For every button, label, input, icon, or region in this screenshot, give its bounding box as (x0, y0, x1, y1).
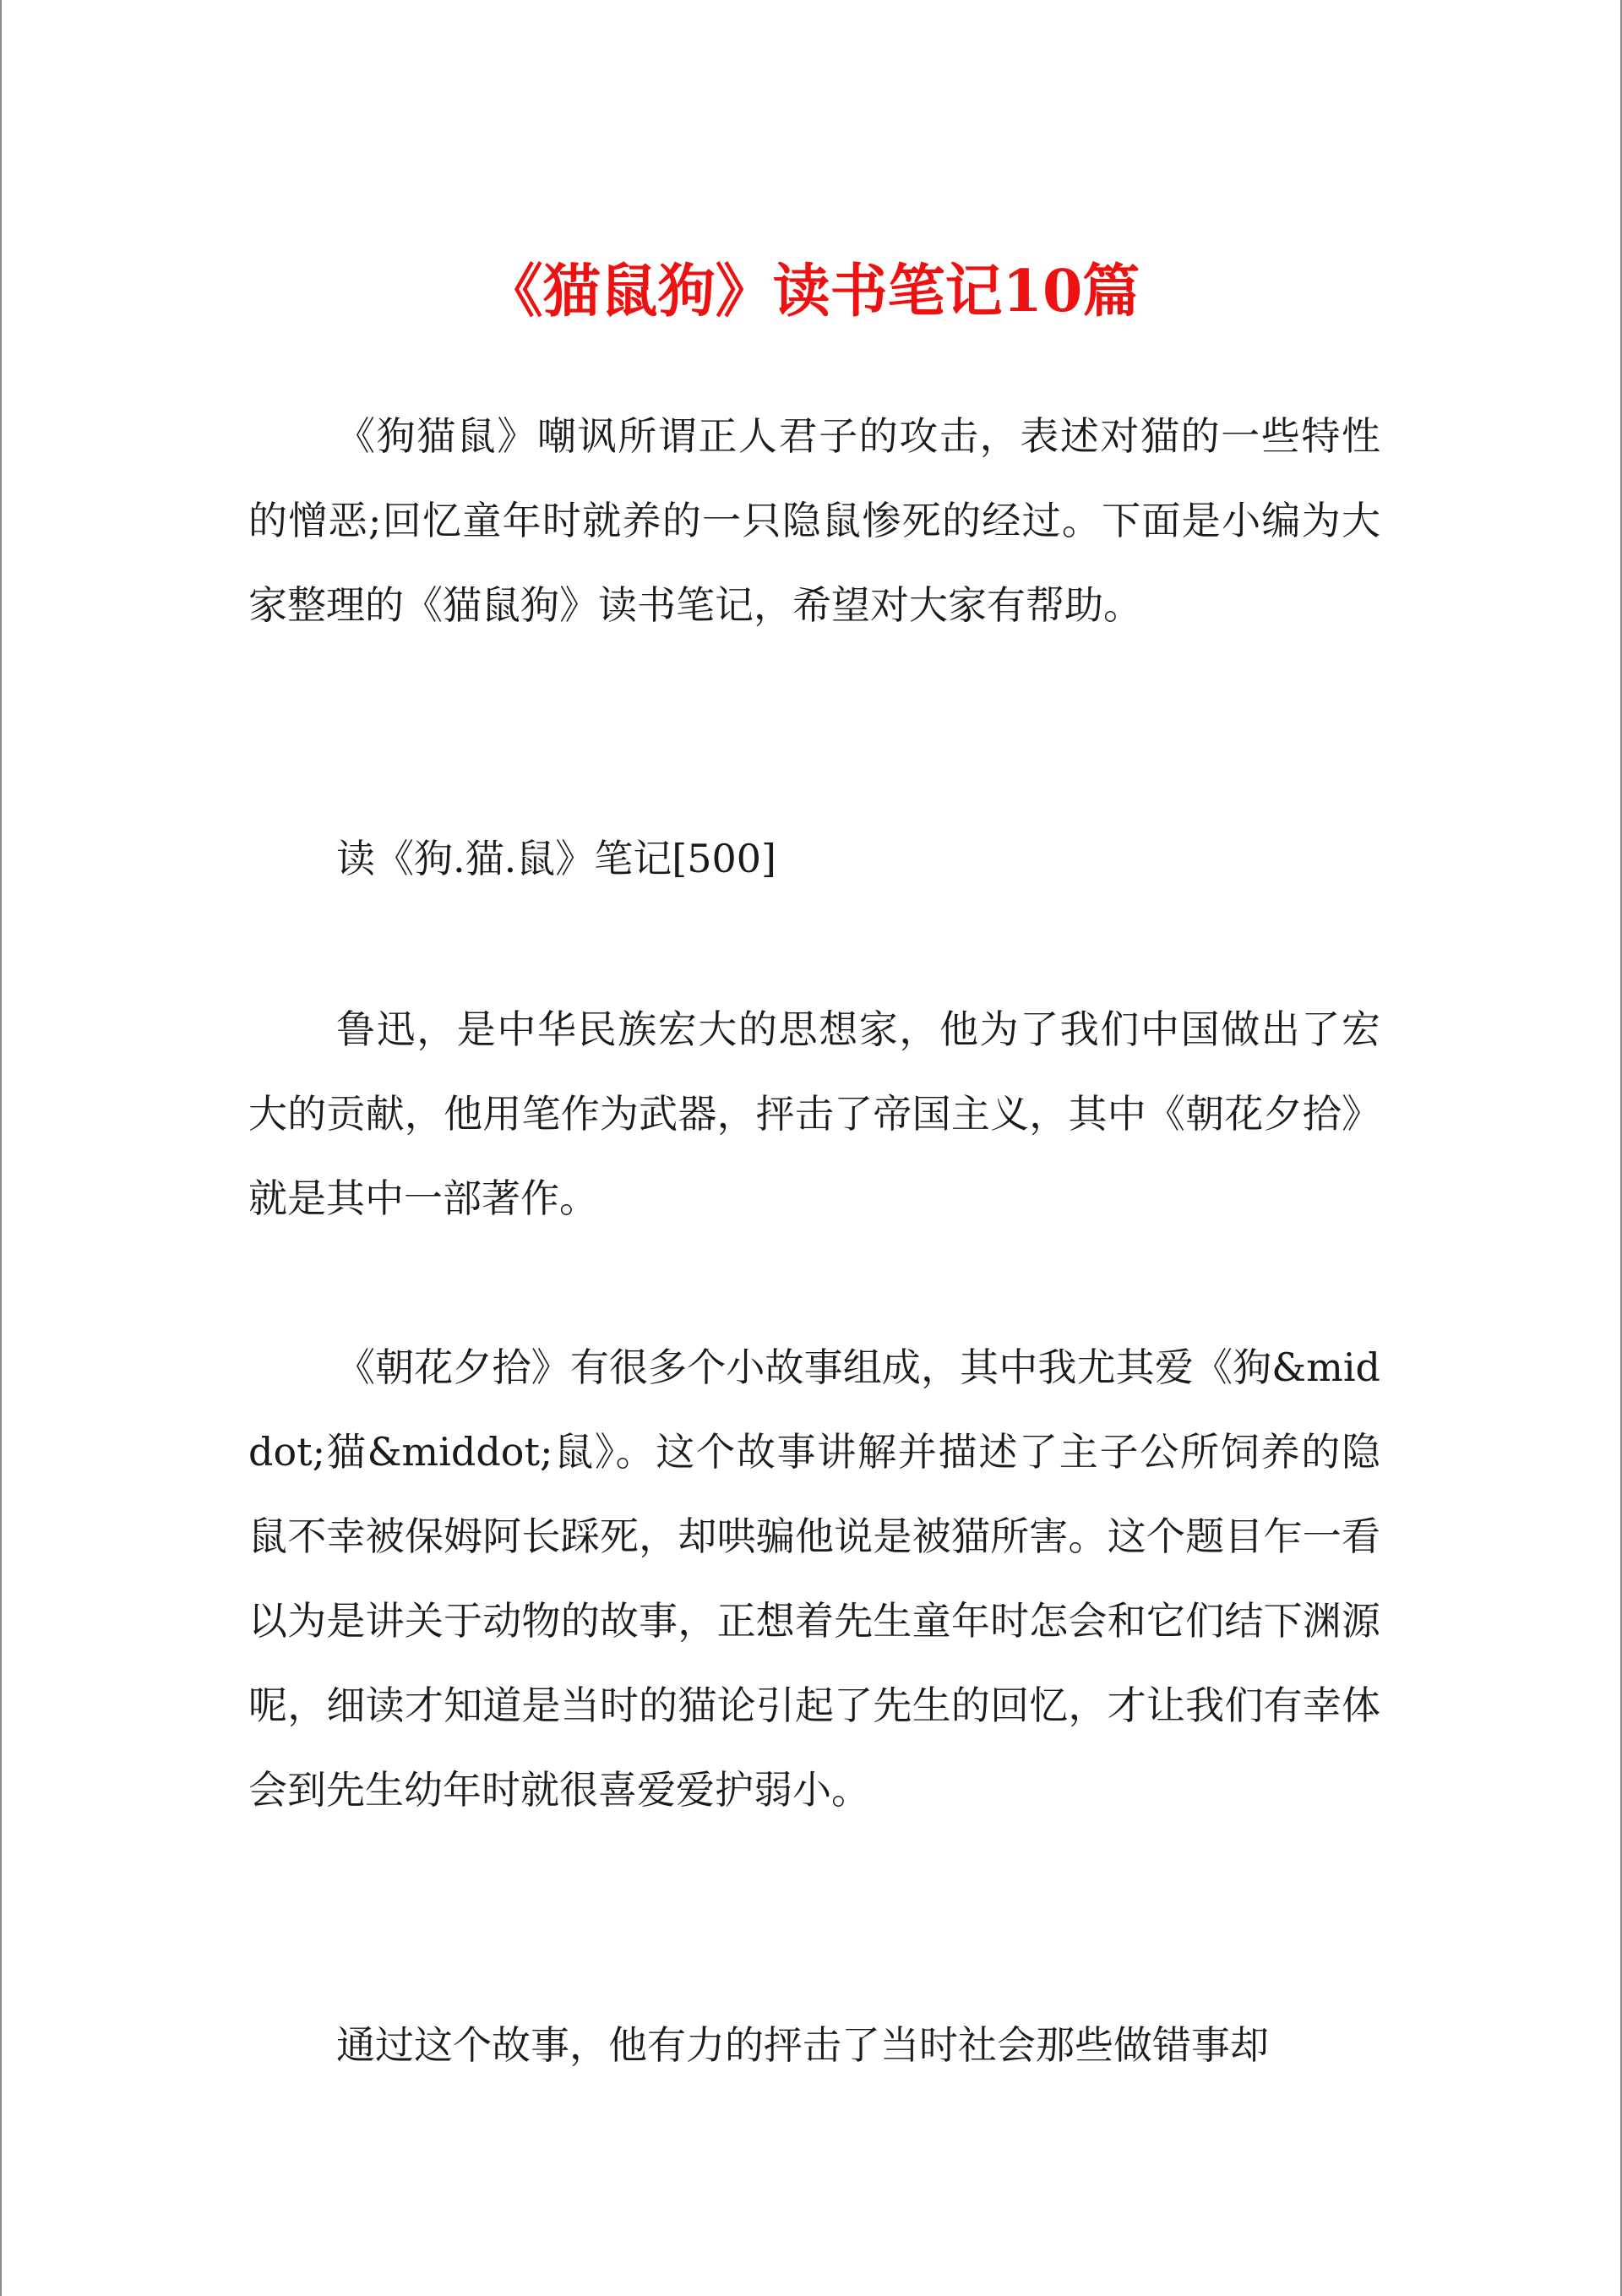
paragraph-conclusion: 通过这个故事，他有力的抨击了当时社会那些做错事却 (336, 2022, 1269, 2068)
paragraph-intro: 《狗猫鼠》嘲讽所谓正人君子的攻击，表述对猫的一些特性的憎恶;回忆童年时就养的一只隐鼠惨死的经过。下面是小编为大家整理的《猫鼠狗》读书笔记，希望对大家有帮助。 (248, 413, 1380, 628)
document-title: 《猫鼠狗》读书笔记10篇 (485, 258, 1140, 325)
section-heading: 读《狗.猫.鼠》笔记[500] (336, 836, 776, 881)
paragraph-story: 《朝花夕拾》有很多个小故事组成，其中我尤其爱《狗&middot;猫&middot;鼠》。这个故事讲解并描述了主子公所饲养的隐鼠不幸被保姆阿长踩死，却哄骗他说是被猫所害。这个题目乍一看以为是讲关于动物的故事，正想着先生童年时怎会和它们结下渊源呢，细读才知道是当时的猫论引起了先生的回忆，才让我们有幸体会到先生幼年时就很喜爱爱护弱小。 (248, 1344, 1380, 1813)
paragraph-luxun: 鲁迅，是中华民族宏大的思想家，他为了我们中国做出了宏大的贡献，他用笔作为武器，抨击了帝国主义，其中《朝花夕拾》就是其中一部著作。 (248, 1006, 1380, 1221)
